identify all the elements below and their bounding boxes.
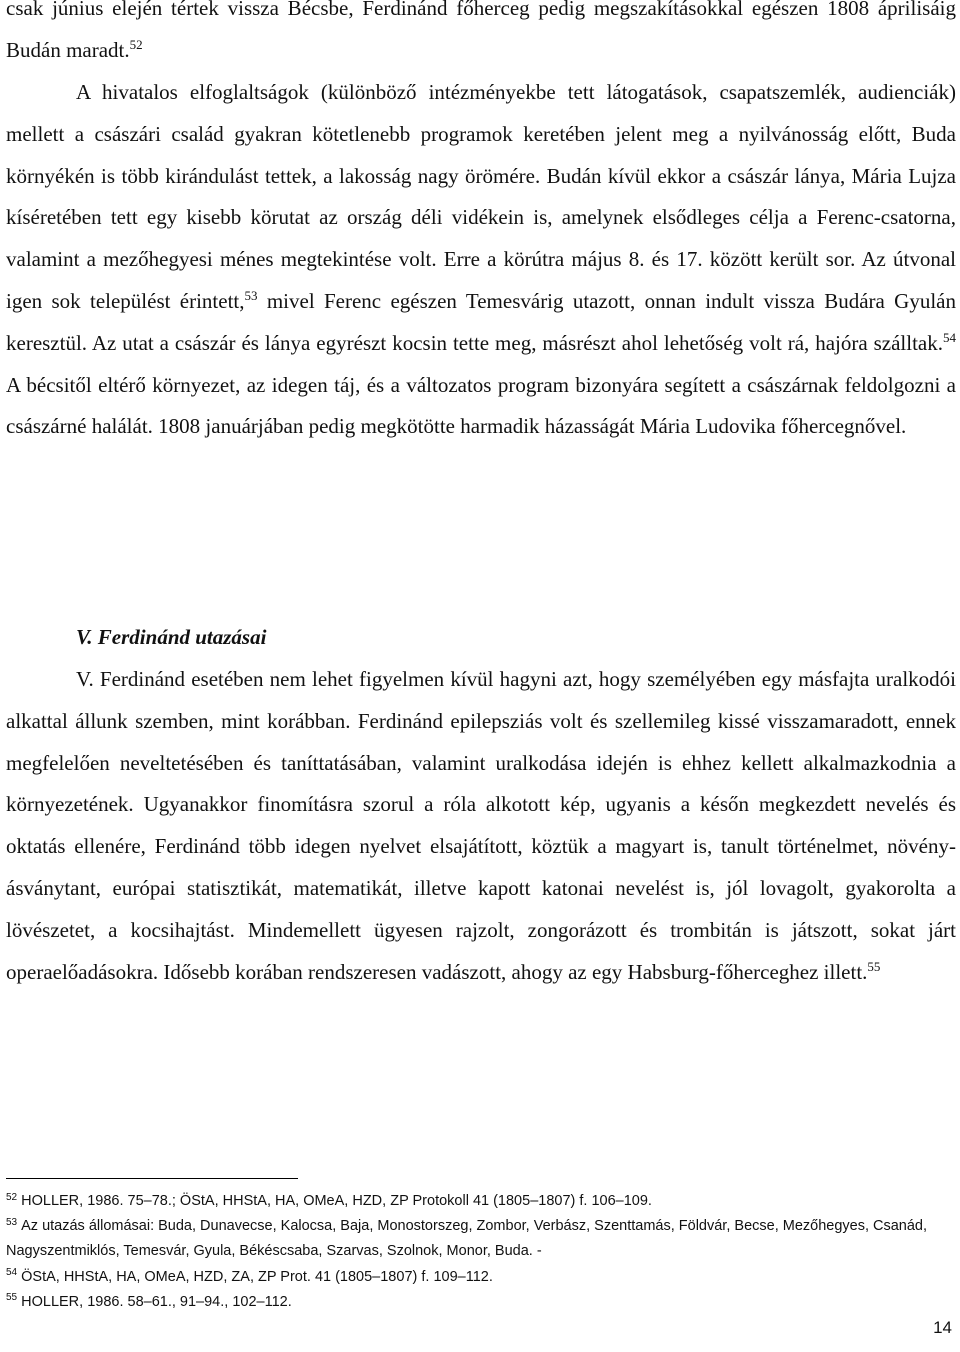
footnote-53	[6, 1214, 956, 1264]
paragraph-ferdinand	[6, 659, 956, 993]
footnote-separator	[6, 1178, 298, 1179]
paragraph-text: V. Ferdinánd esetében nem lehet figyelmen kívül hagyni azt, hogy személyében egy másfajta uralkodói alkattal állunk szemben, mint korábban. Ferdinánd epilepsziás volt és szellemileg kissé visszamaradott, ennek megfelelően neveltetésében és taníttatásában, valamint uralkodása idején is ehhez kellett alkalmazkodnia a környezetének. Ugyanakkor finomításra szorul a róla alkotott kép, ugyanis a későn megkezdett nevelés és oktatás ellenére, Ferdinánd több idegen nyelvet elsajátított, köztük a magyart is, tanult történelmet, növény- ásványtant, európai statisztikát, matematikát, illetve kapott katonai nevelést is, jól lovagolt, gyakorolta a lövészetet, a kocsihajtást. Mindemellett ügyesen rajzolt, zongorázott és trombitán is játszott, sokat járt operaelőadásokra. Idősebb korában rendszeresen vadászott, ahogy az egy Habsburg-főherceghez illett.	[6, 667, 956, 984]
paragraph-text: csak június elején tértek vissza Bécsbe, Ferdinánd főherceg pedig megszakításokkal egészen 1808 áprilisáig Budán maradt.	[6, 0, 956, 62]
footnote-55	[6, 1290, 956, 1315]
footnote-ref-53[interactable]: 53	[244, 288, 258, 304]
page-number: 14	[933, 1318, 952, 1337]
paragraph-text: mivel Ferenc egészen Temesvárig utazott, onnan indult vissza Budára Gyulán keresztül. Az utat a császár és lánya egyrészt kocsin tette meg, másrészt ahol lehetőség volt rá, hajóra szálltak.	[6, 288, 956, 355]
paragraph-continuation	[6, 0, 956, 72]
footnote-text: HOLLER, 1986. 58–61., 91–94., 102–112.	[21, 1293, 292, 1310]
footnote-ref-55[interactable]: 55	[867, 958, 881, 974]
footnote-number: 54	[6, 1267, 18, 1279]
footnote-text: HOLLER, 1986. 75–78.; ÖStA, HHStA, HA, OMeA, HZD, ZP Protokoll 41 (1805–1807) f. 106–109.	[21, 1193, 652, 1209]
footnote-number: 53	[6, 1216, 18, 1228]
footnote-number: 55	[6, 1292, 18, 1304]
footnote-text: Az utazás állomásai: Buda, Dunavecse, Kalocsa, Baja, Monostorszeg, Zombor, Verbász, Szenttamás, Földvár, Becse, Mezőhegyes, Csanád, Nagyszentmiklós, Temesvár, Gyula, Békéscsaba, Szarvas, Szolnok, Monor, Buda. -	[6, 1218, 928, 1260]
paragraph-text: A bécsitől eltérő környezet, az idegen táj, és a változatos program bizonyára segített a császárnak feldolgozni a császárné halálát. 1808 januárjában pedig megkötötte harmadik házasságát Mária Ludovika főhercegnővel.	[6, 372, 956, 439]
footnotes	[6, 1189, 956, 1315]
footnote-54	[6, 1265, 956, 1290]
footnote-ref-52[interactable]: 52	[129, 37, 143, 52]
footnote-ref-54[interactable]: 54	[943, 329, 956, 345]
footnote-number: 52	[6, 1191, 18, 1203]
footnote-52	[6, 1189, 956, 1214]
section-heading: V. Ferdinánd utazásai	[76, 625, 267, 649]
paragraph-text: A hivatalos elfoglaltságok (különböző intézményekbe tett látogatások, csapatszemlék, audienciák) mellett a császári család gyakran kötetlenebb programok keretében jelent meg a nyilvánosság előtt, Buda környékén is több kirándulást tettek, a lakosság nagy örömére. Budán kívül ekkor a császár lánya, Mária Lujza kíséretében tett egy kisebb körutat az ország déli vidékein is, amelynek elsődleges célja a Ferenc-csatorna, valamint a mezőhegyesi ménes megtekintése volt. Erre a körútra május 8. és 17. között került sor. Az útvonal igen sok települést érintett,	[6, 80, 956, 313]
footnote-text: ÖStA, HHStA, HA, OMeA, HZD, ZA, ZP Prot. 41 (1805–1807) f. 109–112.	[21, 1268, 493, 1285]
paragraph-imperial-visit	[6, 72, 956, 448]
